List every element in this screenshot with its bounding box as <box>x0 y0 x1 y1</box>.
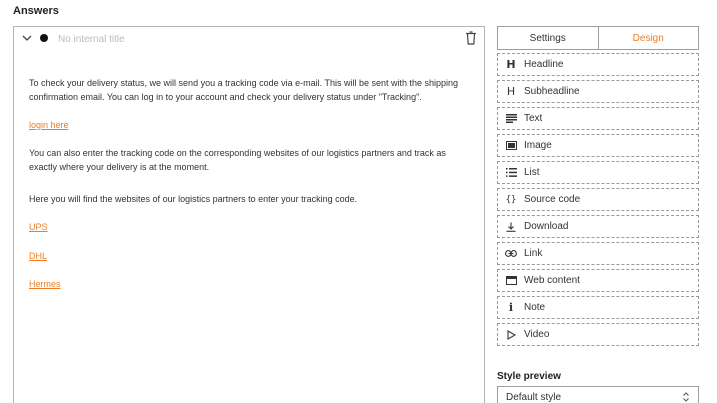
web-content-icon <box>498 276 524 285</box>
paragraph-tracking-info: To check your delivery status, we will send you a tracking code via e-mail. This will be sent with the shipping confirmation email. You can log in to your account and check your delivery status under "Tracking". <box>29 78 459 102</box>
tab-settings[interactable]: Settings <box>498 27 599 49</box>
ups-link[interactable]: UPS <box>29 222 48 232</box>
answer-editor <box>13 26 485 403</box>
block-note[interactable] <box>497 296 699 319</box>
list-icon <box>498 168 524 177</box>
style-preview-value: Default style <box>506 391 562 403</box>
block-label: Web content <box>524 275 580 286</box>
panel-tabs <box>497 26 699 50</box>
internal-title-input[interactable] <box>58 31 418 47</box>
block-subheadline[interactable] <box>497 80 699 103</box>
trash-icon[interactable] <box>465 31 477 45</box>
paragraph-websites: Here you will find the websites of our logistics partners to enter your tracking code. <box>29 194 358 204</box>
block-text[interactable] <box>497 107 699 130</box>
block-label: Video <box>524 329 550 340</box>
block-label: Note <box>524 302 546 313</box>
editor-header <box>14 27 484 51</box>
tab-design[interactable]: Design <box>632 32 664 44</box>
block-image[interactable] <box>497 134 699 157</box>
text-icon <box>498 114 524 123</box>
image-icon <box>498 141 524 150</box>
section-title: Answers <box>13 5 59 17</box>
style-preview-select[interactable] <box>497 386 699 403</box>
note-icon: i <box>508 301 514 314</box>
headline-icon: H <box>506 58 516 71</box>
block-label: Headline <box>524 59 564 70</box>
block-label: List <box>524 167 540 178</box>
block-headline[interactable] <box>497 53 699 76</box>
block-video[interactable] <box>497 323 699 346</box>
block-web-content[interactable] <box>497 269 699 292</box>
block-source-code[interactable] <box>497 188 699 211</box>
block-label: Source code <box>524 194 581 205</box>
block-link[interactable] <box>497 242 699 265</box>
download-icon <box>498 222 524 232</box>
hermes-link[interactable]: Hermes <box>29 279 61 289</box>
login-link[interactable]: login here <box>29 120 69 130</box>
paragraph-logistics-partners: You can also enter the tracking code on the corresponding websites of our logistics partners and track as exactly where your delivery is at the moment. <box>29 148 446 172</box>
subheadline-icon: H <box>506 85 516 98</box>
style-preview-title: Style preview <box>497 371 561 382</box>
block-label: Subheadline <box>524 86 580 97</box>
link-icon <box>498 250 524 257</box>
select-arrows-icon <box>682 391 690 403</box>
chevron-down-icon[interactable] <box>21 32 33 44</box>
dhl-link[interactable]: DHL <box>29 251 48 261</box>
block-list[interactable] <box>497 161 699 184</box>
block-label: Download <box>524 221 569 232</box>
video-icon <box>498 330 524 340</box>
block-label: Text <box>524 113 543 124</box>
block-download[interactable] <box>497 215 699 238</box>
status-dot <box>40 34 48 42</box>
source-code-icon: {} <box>505 194 517 205</box>
block-label: Link <box>524 248 543 259</box>
block-label: Image <box>524 140 552 151</box>
